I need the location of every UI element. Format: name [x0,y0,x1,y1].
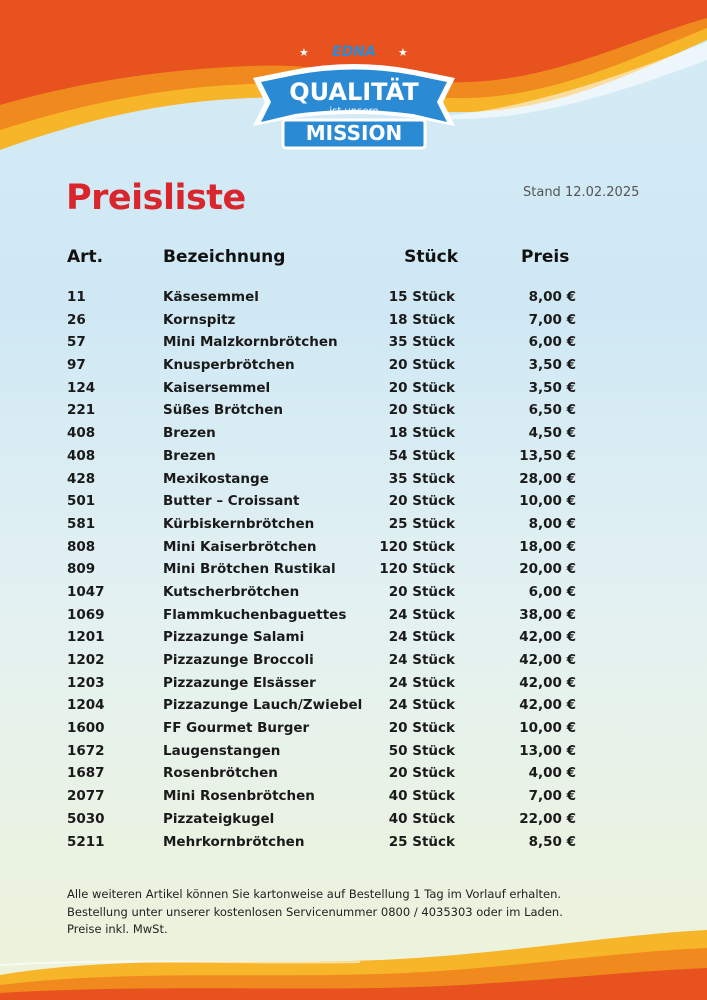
item-qty: 50 Stück [388,742,455,759]
logo-line3: MISSION [305,121,403,145]
item-price: 18,00 € [519,538,576,555]
table-row [0,581,707,604]
item-art: 1201 [67,629,105,646]
table-row [0,672,707,695]
table-row [0,468,707,491]
table-row [0,649,707,672]
item-name: Knusperbrötchen [163,357,295,374]
item-qty: 24 Stück [388,606,455,623]
item-price: 10,00 € [519,493,576,510]
item-art: 1069 [67,606,105,623]
stand-date: Stand 12.02.2025 [523,185,640,200]
column-header-art: Art. [67,247,104,267]
item-qty: 24 Stück [388,697,455,714]
item-price: 3,50 € [528,357,576,374]
footer-line: Alle weiteren Artikel können Sie kartonweise auf Bestellung 1 Tag im Vorlauf erhalten. [67,887,562,901]
item-art: 408 [67,447,96,464]
item-name: Pizzazunge Elsässer [163,674,316,691]
item-art: 97 [67,357,86,374]
item-art: 57 [67,334,86,351]
table-row [0,536,707,559]
item-name: Laugenstangen [163,742,281,759]
item-art: 1687 [67,765,105,782]
table-row [0,377,707,400]
item-price: 4,00 € [528,765,576,782]
item-qty: 24 Stück [388,674,455,691]
footer-note [67,886,627,939]
item-name: Rosenbrötchen [163,765,278,782]
item-art: 11 [67,289,86,305]
table-row [0,717,707,740]
item-name: Kürbiskernbrötchen [163,515,315,532]
table-row [0,626,707,649]
table-row [0,422,707,445]
column-header-preis: Preis [521,247,570,267]
item-art: 581 [67,515,96,532]
item-qty: 24 Stück [388,629,455,646]
item-price: 10,00 € [519,720,576,737]
item-art: 809 [67,561,96,578]
table-row [0,399,707,422]
item-name: Butter – Croissant [163,493,300,510]
item-price: 4,50 € [528,425,576,442]
page-title: Preisliste [66,178,246,218]
star-icon: ★ [398,46,408,59]
item-art: 1202 [67,652,105,668]
item-price: 8,00 € [528,289,576,305]
item-qty: 120 Stück [379,538,455,555]
column-header-bezeichnung: Bezeichnung [163,247,286,267]
item-price: 22,00 € [519,810,576,827]
item-art: 1672 [67,742,105,759]
item-price: 20,00 € [519,561,576,578]
item-price: 28,00 € [519,470,576,487]
item-price: 38,00 € [519,606,576,623]
item-name: Kutscherbrötchen [163,583,300,600]
item-qty: 40 Stück [388,788,455,805]
item-name: Pizzateigkugel [163,810,275,827]
item-art: 1600 [67,720,105,737]
item-qty: 25 Stück [388,833,455,850]
item-price: 8,00 € [528,515,576,532]
item-name: FF Gourmet Burger [163,720,310,737]
item-qty: 35 Stück [388,470,455,487]
item-art: 501 [67,493,96,510]
item-art: 124 [67,379,96,396]
item-qty: 20 Stück [388,720,455,737]
item-price: 42,00 € [519,652,576,668]
table-row [0,808,707,831]
column-header-stueck: Stück [404,247,458,267]
item-price: 7,00 € [528,788,576,805]
item-name: Mehrkornbrötchen [163,833,305,850]
item-name: Mini Kaiserbrötchen [163,538,317,555]
item-art: 408 [67,425,96,442]
item-art: 2077 [67,788,105,805]
item-qty: 20 Stück [388,765,455,782]
star-icon: ★ [299,46,309,59]
item-name: Mini Malzkornbrötchen [163,334,338,351]
item-name: Pizzazunge Salami [163,629,305,646]
item-price: 8,50 € [528,833,576,850]
table-row [0,740,707,763]
item-qty: 20 Stück [388,583,455,600]
item-qty: 25 Stück [388,515,455,532]
table-row [0,785,707,808]
item-qty: 24 Stück [388,652,455,668]
item-art: 5030 [67,810,105,827]
item-art: 221 [67,402,96,419]
item-price: 6,50 € [528,402,576,419]
item-qty: 35 Stück [388,334,455,351]
logo-line2: ist unsere [329,106,379,117]
item-qty: 54 Stück [388,447,455,464]
price-table [0,286,707,853]
item-art: 1204 [67,697,105,714]
item-name: Mexikostange [163,470,269,487]
logo-line1: QUALITÄT [289,78,419,106]
table-row [0,445,707,468]
item-name: Brezen [163,425,216,442]
table-row [0,604,707,627]
item-price: 42,00 € [519,674,576,691]
table-row [0,558,707,581]
item-price: 13,50 € [519,447,576,464]
item-qty: 18 Stück [388,311,455,328]
item-name: Käsesemmel [163,289,259,305]
table-row [0,286,707,309]
item-name: Pizzazunge Lauch/Zwiebel [163,697,363,714]
footer-line: Preise inkl. MwSt. [67,922,168,936]
table-row [0,309,707,332]
edna-logo [243,40,465,150]
item-art: 428 [67,470,96,487]
logo-brand: EDNA [332,44,376,60]
item-price: 13,00 € [519,742,576,759]
footer-line: Bestellung unter unserer kostenlosen Servicenummer 0800 / 4035303 oder im Laden. [67,904,563,919]
item-qty: 15 Stück [388,289,455,305]
item-qty: 40 Stück [388,810,455,827]
item-art: 1203 [67,674,105,691]
table-row [0,490,707,513]
item-art: 1047 [67,583,105,600]
item-name: Kaisersemmel [163,379,271,396]
item-art: 26 [67,311,86,328]
item-price: 7,00 € [528,311,576,328]
item-name: Mini Rosenbrötchen [163,788,315,805]
table-row [0,694,707,717]
item-name: Pizzazunge Broccoli [163,652,314,668]
item-qty: 20 Stück [388,402,455,419]
table-row [0,354,707,377]
item-qty: 120 Stück [379,561,455,578]
item-qty: 20 Stück [388,379,455,396]
item-price: 42,00 € [519,697,576,714]
item-qty: 20 Stück [388,357,455,374]
item-name: Brezen [163,447,216,464]
item-qty: 18 Stück [388,425,455,442]
item-art: 5211 [67,833,105,850]
item-name: Süßes Brötchen [163,402,283,419]
item-price: 6,00 € [528,334,576,351]
item-name: Mini Brötchen Rustikal [163,561,336,578]
item-name: Kornspitz [163,311,236,328]
table-row [0,331,707,354]
table-row [0,831,707,854]
table-row [0,762,707,785]
item-qty: 20 Stück [388,493,455,510]
item-price: 42,00 € [519,629,576,646]
item-price: 3,50 € [528,379,576,396]
table-row [0,513,707,536]
item-art: 808 [67,538,96,555]
item-name: Flammkuchenbaguettes [163,606,347,623]
item-price: 6,00 € [528,583,576,600]
